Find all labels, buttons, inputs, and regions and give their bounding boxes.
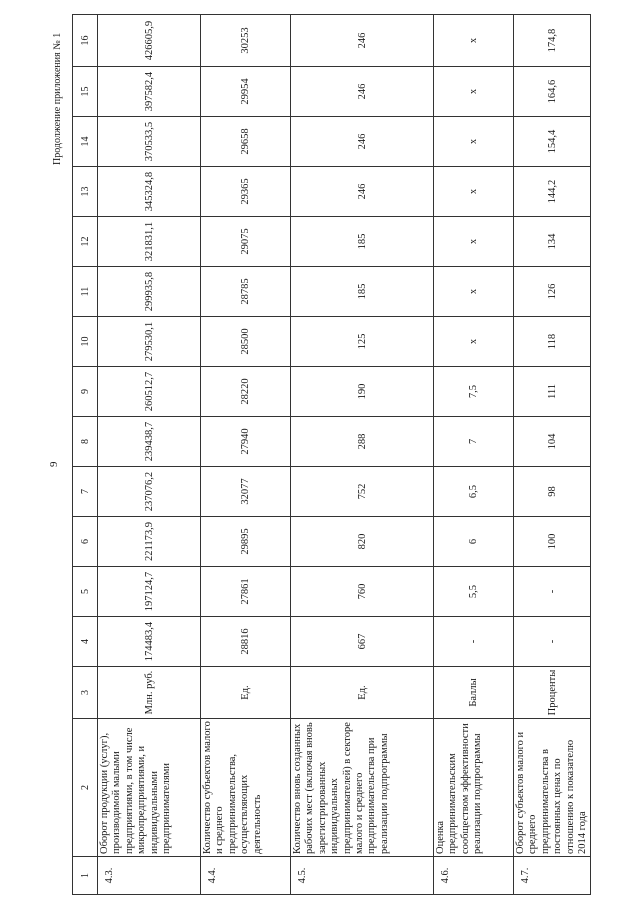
appendix-label: Продолжение приложения № 1 <box>52 32 63 165</box>
unit-cell: Ед. <box>291 667 434 719</box>
header-cell: 3 <box>73 667 98 719</box>
value-cell: - <box>514 567 591 617</box>
value-cell: 28816 <box>201 617 291 667</box>
value-cell: 32077 <box>201 467 291 517</box>
indicator-name: Количество вновь созданных рабочих мест (включая вновь зарегистрированных индивидуальных предпринимателей) в секторе малого и среднего предпринимательства при реализации подпрограммы <box>291 719 434 857</box>
value-cell: 111 <box>514 367 591 417</box>
value-cell: 6,5 <box>434 467 514 517</box>
value-cell: 820 <box>291 517 434 567</box>
row-number: 4.4. <box>201 857 291 895</box>
header-cell: 16 <box>73 15 98 67</box>
value-cell: 279530,1 <box>98 317 201 367</box>
value-cell: 104 <box>514 417 591 467</box>
value-cell: 126 <box>514 267 591 317</box>
value-cell: 174483,4 <box>98 617 201 667</box>
value-cell: x <box>434 167 514 217</box>
row-number: 4.5. <box>291 857 434 895</box>
value-cell: 370533,5 <box>98 117 201 167</box>
row-number: 4.3. <box>98 857 201 895</box>
value-cell: 7 <box>434 417 514 467</box>
value-cell: - <box>514 617 591 667</box>
header-cell: 2 <box>73 719 98 857</box>
value-cell: 190 <box>291 367 434 417</box>
indicator-name: Оценка предпринимательским сообществом эффективности реализации подпрограммы <box>434 719 514 857</box>
indicator-name: Оборот продукции (услуг), производимой малыми предприятиями, в том числе микропредприятиями, и индивидуальными предпринимателями <box>98 719 201 857</box>
header-cell: 4 <box>73 617 98 667</box>
header-row <box>73 15 98 895</box>
value-cell: 144,2 <box>514 167 591 217</box>
value-cell: 30253 <box>201 15 291 67</box>
header-cell: 8 <box>73 417 98 467</box>
value-cell: 426605,9 <box>98 15 201 67</box>
value-cell: x <box>434 15 514 67</box>
value-cell: 5,5 <box>434 567 514 617</box>
table-row <box>201 15 291 895</box>
value-cell: 125 <box>291 317 434 367</box>
value-cell: 299935,8 <box>98 267 201 317</box>
page-number: 9 <box>48 461 60 467</box>
header-cell: 15 <box>73 67 98 117</box>
table-row <box>98 15 201 895</box>
value-cell: 29658 <box>201 117 291 167</box>
header-cell: 10 <box>73 317 98 367</box>
value-cell: 752 <box>291 467 434 517</box>
value-cell: 288 <box>291 417 434 467</box>
value-cell: 239438,7 <box>98 417 201 467</box>
value-cell: 246 <box>291 167 434 217</box>
value-cell: x <box>434 117 514 167</box>
value-cell: x <box>434 217 514 267</box>
value-cell: 237076,2 <box>98 467 201 517</box>
value-cell: 185 <box>291 217 434 267</box>
value-cell: x <box>434 67 514 117</box>
value-cell: 154,4 <box>514 117 591 167</box>
header-cell: 9 <box>73 367 98 417</box>
header-cell: 5 <box>73 567 98 617</box>
unit-cell: Проценты <box>514 667 591 719</box>
value-cell: 667 <box>291 617 434 667</box>
value-cell: 397582,4 <box>98 67 201 117</box>
row-number: 4.6. <box>434 857 514 895</box>
header-cell: 1 <box>73 857 98 895</box>
unit-cell: Баллы <box>434 667 514 719</box>
value-cell: 260512,7 <box>98 367 201 417</box>
value-cell: 197124,7 <box>98 567 201 617</box>
value-cell: 27861 <box>201 567 291 617</box>
table-row <box>434 15 514 895</box>
value-cell: 29075 <box>201 217 291 267</box>
value-cell: 6 <box>434 517 514 567</box>
value-cell: 174,8 <box>514 15 591 67</box>
header-cell: 7 <box>73 467 98 517</box>
value-cell: 246 <box>291 67 434 117</box>
header-cell: 12 <box>73 217 98 267</box>
value-cell: 246 <box>291 117 434 167</box>
value-cell: 100 <box>514 517 591 567</box>
table-row <box>291 15 434 895</box>
value-cell: 98 <box>514 467 591 517</box>
value-cell: 345324,8 <box>98 167 201 217</box>
value-cell: 760 <box>291 567 434 617</box>
value-cell: 28785 <box>201 267 291 317</box>
value-cell: 28500 <box>201 317 291 367</box>
value-cell: 7,5 <box>434 367 514 417</box>
value-cell: 134 <box>514 217 591 267</box>
value-cell: 118 <box>514 317 591 367</box>
value-cell: 29954 <box>201 67 291 117</box>
indicators-table <box>72 14 591 895</box>
value-cell: x <box>434 267 514 317</box>
value-cell: 27940 <box>201 417 291 467</box>
header-cell: 14 <box>73 117 98 167</box>
row-number: 4.7. <box>514 857 591 895</box>
value-cell: 28220 <box>201 367 291 417</box>
header-cell: 6 <box>73 517 98 567</box>
value-cell: x <box>434 317 514 367</box>
unit-cell: Млн. руб. <box>98 667 201 719</box>
value-cell: 29365 <box>201 167 291 217</box>
indicator-name: Оборот субъектов малого и среднего предпринимательства в постоянных ценах по отношению к показателю 2014 года <box>514 719 591 857</box>
value-cell: 246 <box>291 15 434 67</box>
unit-cell: Ед. <box>201 667 291 719</box>
value-cell: 29895 <box>201 517 291 567</box>
value-cell: - <box>434 617 514 667</box>
table-row <box>514 15 591 895</box>
value-cell: 164,6 <box>514 67 591 117</box>
indicator-name: Количество субъектов малого и среднего предпринимательства, осуществляющих деятельность <box>201 719 291 857</box>
value-cell: 321831,1 <box>98 217 201 267</box>
header-cell: 11 <box>73 267 98 317</box>
header-cell: 13 <box>73 167 98 217</box>
value-cell: 185 <box>291 267 434 317</box>
value-cell: 221173,9 <box>98 517 201 567</box>
